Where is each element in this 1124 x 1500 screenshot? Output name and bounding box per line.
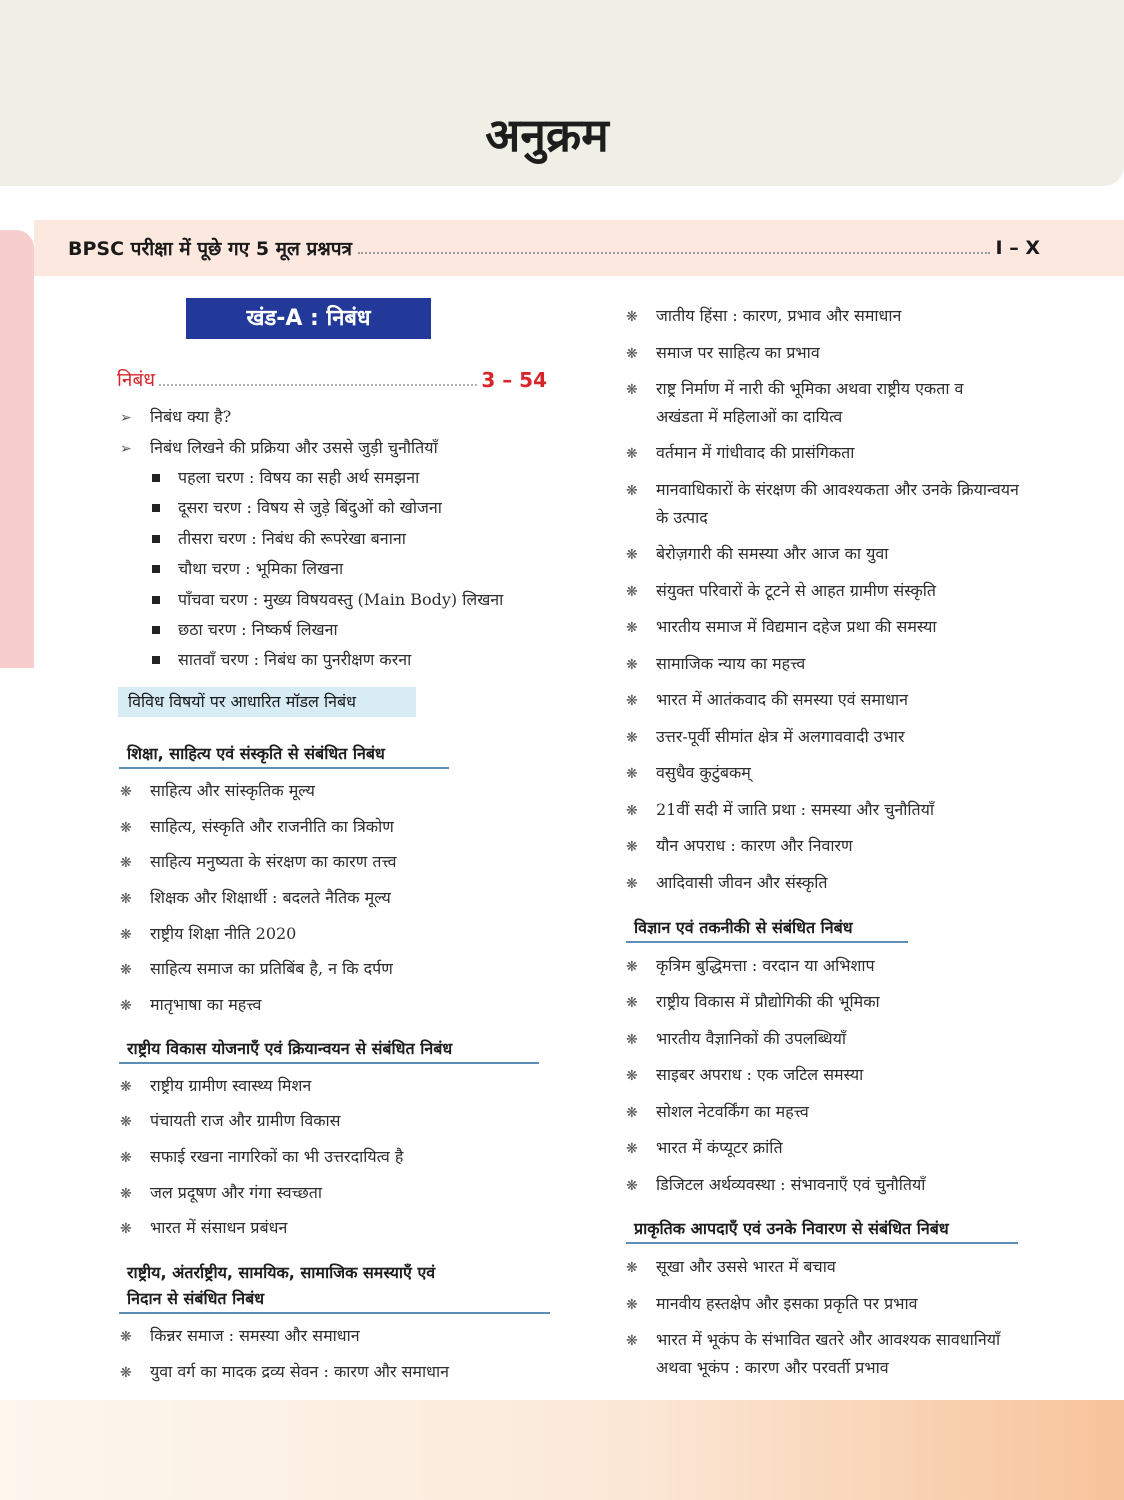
square-bullet-icon: [152, 504, 160, 512]
star-bullet-icon: ❋: [626, 346, 638, 362]
step-item: पाँचवा चरण : मुख्य विषयवस्तु (Main Body) लिखना: [148, 586, 503, 614]
star-bullet-icon: ❋: [626, 1105, 638, 1121]
leader-dots: [159, 384, 477, 386]
star-bullet-icon: ❋: [626, 693, 638, 709]
list-item[interactable]: ❋ साहित्य मनुष्यता के संरक्षण का कारण तत्त्व: [120, 848, 397, 877]
list-item[interactable]: ❋ भारत में संसाधन प्रबंधन: [120, 1214, 287, 1243]
step-item: दूसरा चरण : विषय से जुड़े बिंदुओं को खोजना: [148, 494, 442, 522]
star-bullet-icon: ❋: [626, 446, 638, 462]
list-item[interactable]: ❋ भारत में आतंकवाद की समस्या एवं समाधान: [626, 686, 908, 715]
star-bullet-icon: ❋: [626, 1178, 638, 1194]
left-accent-bar: [0, 230, 34, 668]
star-bullet-icon: ❋: [626, 1141, 638, 1157]
list-item[interactable]: ❋ पंचायती राज और ग्रामीण विकास: [120, 1107, 341, 1136]
list-item[interactable]: ❋ साहित्य समाज का प्रतिबिंब है, न कि दर्पण: [120, 955, 393, 984]
star-bullet-icon: ❋: [626, 803, 638, 819]
list-item[interactable]: ❋ राष्ट्र निर्माण में नारी की भूमिका अथवा राष्ट्रीय एकता व: [626, 375, 963, 404]
star-bullet-icon: ❋: [626, 547, 638, 563]
star-bullet-icon: ❋: [120, 962, 132, 978]
list-item[interactable]: ❋ सामाजिक न्याय का महत्त्व: [626, 650, 805, 679]
bpsc-label: BPSC परीक्षा में पूछे गए 5 मूल प्रश्नपत्र: [68, 238, 353, 260]
list-item[interactable]: ❋ राष्ट्रीय शिक्षा नीति 2020: [120, 920, 296, 949]
star-bullet-icon: ❋: [626, 1068, 638, 1084]
star-bullet-icon: ❋: [120, 998, 132, 1014]
star-bullet-icon: ❋: [626, 995, 638, 1011]
star-bullet-icon: ❋: [120, 820, 132, 836]
star-bullet-icon: ❋: [626, 657, 638, 673]
list-item-continuation: के उत्पाद: [656, 508, 708, 527]
nibandh-row[interactable]: [117, 362, 547, 392]
list-item[interactable]: ❋ समाज पर साहित्य का प्रभाव: [626, 339, 820, 368]
star-bullet-icon: ❋: [626, 1333, 638, 1349]
section-heading-line1: राष्ट्रीय, अंतर्राष्ट्रीय, सामयिक, सामाजिक समस्याएँ एवं: [127, 1263, 436, 1282]
list-item[interactable]: ❋ मातृभाषा का महत्त्व: [120, 991, 261, 1020]
list-item[interactable]: ❋ वर्तमान में गांधीवाद की प्रासंगिकता: [626, 439, 854, 468]
list-item[interactable]: ❋ राष्ट्रीय ग्रामीण स्वास्थ्य मिशन: [120, 1072, 311, 1101]
star-bullet-icon: ❋: [626, 1032, 638, 1048]
bpsc-papers-row[interactable]: [34, 220, 1124, 276]
list-item[interactable]: ❋ डिजिटल अर्थव्यवस्था : संभावनाएँ एवं चुनौतियाँ: [626, 1171, 925, 1200]
section-heading-line2: निदान से संबंधित निबंध: [119, 1286, 550, 1314]
star-bullet-icon: ❋: [626, 620, 638, 636]
list-item[interactable]: ❋ भारत में कंप्यूटर क्रांति: [626, 1134, 783, 1163]
list-item[interactable]: ❋ संयुक्त परिवारों के टूटने से आहत ग्रामीण संस्कृति: [626, 577, 936, 606]
list-item[interactable]: ❋ उत्तर-पूर्वी सीमांत क्षेत्र में अलगाववादी उभार: [626, 723, 905, 752]
list-item[interactable]: ❋ युवा वर्ग का मादक द्रव्य सेवन : कारण और समाधान: [120, 1358, 449, 1387]
nibandh-pages: 3 – 54: [481, 368, 547, 392]
list-item[interactable]: ❋ कृत्रिम बुद्धिमत्ता : वरदान या अभिशाप: [626, 952, 875, 981]
step-item: छठा चरण : निष्कर्ष लिखना: [148, 616, 338, 644]
bottom-gradient: [0, 1400, 1124, 1500]
star-bullet-icon: ❋: [120, 855, 132, 871]
list-item[interactable]: ❋ आदिवासी जीवन और संस्कृति: [626, 869, 828, 898]
square-bullet-icon: [152, 474, 160, 482]
list-item[interactable]: ❋ शिक्षक और शिक्षार्थी : बदलते नैतिक मूल्य: [120, 884, 391, 913]
square-bullet-icon: [152, 535, 160, 543]
star-bullet-icon: ❋: [626, 959, 638, 975]
bpsc-pages: I – X: [995, 237, 1040, 259]
star-bullet-icon: ❋: [120, 784, 132, 800]
list-item[interactable]: ❋ 21वीं सदी में जाति प्रथा : समस्या और चुनौतियाँ: [626, 796, 934, 825]
star-bullet-icon: ❋: [120, 1114, 132, 1130]
nibandh-label: निबंध: [117, 369, 156, 391]
step-item: चौथा चरण : भूमिका लिखना: [148, 555, 343, 583]
square-bullet-icon: [152, 656, 160, 664]
star-bullet-icon: ❋: [626, 839, 638, 855]
list-item[interactable]: ❋ मानवीय हस्तक्षेप और इसका प्रकृति पर प्रभाव: [626, 1290, 918, 1319]
list-item[interactable]: ❋ भारतीय समाज में विद्यमान दहेज प्रथा की समस्या: [626, 613, 937, 642]
list-item[interactable]: ❋ राष्ट्रीय विकास में प्रौद्योगिकी की भूमिका: [626, 988, 880, 1017]
star-bullet-icon: ❋: [120, 927, 132, 943]
star-bullet-icon: ❋: [120, 1221, 132, 1237]
star-bullet-icon: ❋: [626, 766, 638, 782]
leader-dots: [358, 252, 990, 254]
star-bullet-icon: ❋: [626, 309, 638, 325]
section-heading: शिक्षा, साहित्य एवं संस्कृति से संबंधित निबंध: [119, 741, 449, 769]
section-heading: प्राकृतिक आपदाएँ एवं उनके निवारण से संबंधित निबंध: [626, 1216, 1018, 1244]
step-item: तीसरा चरण : निबंध की रूपरेखा बनाना: [148, 525, 406, 553]
square-bullet-icon: [152, 596, 160, 604]
square-bullet-icon: [152, 626, 160, 634]
arrow-icon: ➢: [120, 441, 132, 457]
list-item[interactable]: ❋ जल प्रदूषण और गंगा स्वच्छता: [120, 1179, 322, 1208]
list-item[interactable]: ❋ यौन अपराध : कारण और निवारण: [626, 832, 853, 861]
model-essays-box: विविध विषयों पर आधारित मॉडल निबंध: [118, 687, 416, 717]
khand-a-heading: खंड-A : निबंध: [186, 298, 431, 339]
star-bullet-icon: ❋: [120, 1365, 132, 1381]
star-bullet-icon: ❋: [120, 891, 132, 907]
section-heading: विज्ञान एवं तकनीकी से संबंधित निबंध: [626, 915, 908, 943]
list-item: ➢ निबंध लिखने की प्रक्रिया और उससे जुड़ी चुनौतियाँ: [120, 434, 438, 463]
star-bullet-icon: ❋: [626, 1297, 638, 1313]
list-item[interactable]: ❋ सोशल नेटवर्किंग का महत्त्व: [626, 1098, 809, 1127]
page-title: अनुक्रम: [485, 108, 609, 162]
star-bullet-icon: ❋: [626, 730, 638, 746]
list-item: ➢ निबंध क्या है?: [120, 403, 231, 432]
list-item-continuation: अखंडता में महिलाओं का दायित्व: [656, 407, 843, 426]
star-bullet-icon: ❋: [626, 382, 638, 398]
list-item[interactable]: ❋ मानवाधिकारों के संरक्षण की आवश्यकता और उनके क्रियान्वयन: [626, 476, 1019, 505]
star-bullet-icon: ❋: [120, 1150, 132, 1166]
list-item[interactable]: ❋ साहित्य और सांस्कृतिक मूल्य: [120, 777, 315, 806]
step-item: पहला चरण : विषय का सही अर्थ समझना: [148, 464, 419, 492]
list-item[interactable]: ❋ बेरोज़गारी की समस्या और आज का युवा: [626, 540, 888, 569]
star-bullet-icon: ❋: [626, 876, 638, 892]
star-bullet-icon: ❋: [120, 1186, 132, 1202]
list-item[interactable]: ❋ भारतीय वैज्ञानिकों की उपलब्धियाँ: [626, 1025, 846, 1054]
star-bullet-icon: ❋: [120, 1079, 132, 1095]
list-item[interactable]: ❋ जातीय हिंसा : कारण, प्रभाव और समाधान: [626, 302, 901, 331]
star-bullet-icon: ❋: [626, 483, 638, 499]
list-item[interactable]: ❋ सफाई रखना नागरिकों का भी उत्तरदायित्व है: [120, 1143, 403, 1172]
section-heading: राष्ट्रीय विकास योजनाएँ एवं क्रियान्वयन से संबंधित निबंध: [119, 1036, 539, 1064]
list-item[interactable]: ❋ भारत में भूकंप के संभावित खतरे और आवश्यक सावधानियाँ: [626, 1326, 1000, 1355]
star-bullet-icon: ❋: [626, 584, 638, 600]
list-item-continuation: अथवा भूकंप : कारण और परवर्ती प्रभाव: [656, 1358, 889, 1377]
list-item[interactable]: ❋ किन्नर समाज : समस्या और समाधान: [120, 1322, 360, 1351]
list-item[interactable]: ❋ सूखा और उससे भारत में बचाव: [626, 1253, 836, 1282]
square-bullet-icon: [152, 565, 160, 573]
list-item[interactable]: ❋ साइबर अपराध : एक जटिल समस्या: [626, 1061, 863, 1090]
arrow-icon: ➢: [120, 410, 132, 426]
list-item[interactable]: ❋ वसुधैव कुटुंबकम्: [626, 759, 751, 788]
star-bullet-icon: ❋: [120, 1329, 132, 1345]
step-item: सातवाँ चरण : निबंध का पुनरीक्षण करना: [148, 646, 411, 674]
list-item[interactable]: ❋ साहित्य, संस्कृति और राजनीति का त्रिकोण: [120, 813, 394, 842]
star-bullet-icon: ❋: [626, 1260, 638, 1276]
